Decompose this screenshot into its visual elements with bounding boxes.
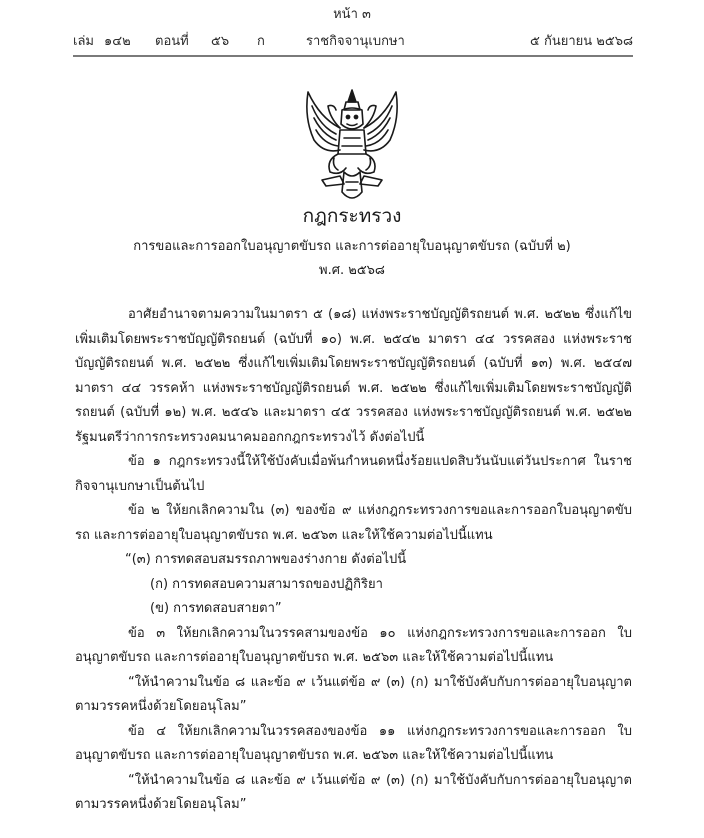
issue-number: ๕๖ (211, 34, 230, 49)
gazette-header (73, 32, 633, 52)
preamble-paragraph: อาศัยอำนาจตามความในมาตรา ๕ (๑๘) แห่งพระราชบัญญัติรถยนต์ พ.ศ. ๒๕๒๒ ซึ่งแก้ไขเพิ่มเติมโดยพระราชบัญญัติรถยนต์ (ฉบับที่ ๑๐) พ.ศ. ๒๕๔๒ มาตรา ๔๔ วรรคสอง แห่งพระราชบัญญัติรถยนต์ พ.ศ. ๒๕๒๒ ซึ่งแก้ไขเพิ่มเติมโดยพระราชบัญญัติรถยนต์ (ฉบับที่ ๑๓) พ.ศ. ๒๕๔๗ มาตรา ๔๔ วรรคห้า แห่งพระราชบัญญัติรถยนต์ พ.ศ. ๒๕๒๒ ซึ่งแก้ไขเพิ่มเติมโดยพระราชบัญญัติรถยนต์ (ฉบับที่ ๑๒) พ.ศ. ๒๕๔๖ และมาตรา ๔๕ วรรคสอง แห่งพระราชบัญญัติรถยนต์ พ.ศ. ๒๕๒๒ รัฐมนตรีว่าการกระทรวงคมนาคมออกกฎกระทรวงไว้ ดังต่อไปนี้ (75, 307, 632, 445)
clause-3: ข้อ ๓ ให้ยกเลิกความในวรรคสามของข้อ ๑๐ แห่งกฎกระทรวงการขอและการออก ใบอนุญาตขับรถ และการต่ออายุใบอนุญาตขับรถ พ.ศ. ๒๕๖๓ และให้ใช้ความต่อไปนี้แทน (75, 625, 632, 665)
document-year: พ.ศ. ๒๕๖๘ (319, 263, 385, 278)
document-body (75, 303, 632, 818)
clause-4-quote: “ให้นำความในข้อ ๘ และข้อ ๙ เว้นแต่ข้อ ๙ (๓) (ก) มาใช้บังคับกับการต่ออายุใบอนุญาต ตามวรรคหนึ่งด้วยโดยอนุโลม” (75, 772, 632, 812)
publication-date: ๕ กันยายน ๒๕๖๘ (530, 34, 633, 49)
section-letter: ก (257, 34, 265, 49)
clause-1: ข้อ ๑ กฎกระทรวงนี้ให้ใช้บังคับเมื่อพ้นกำหนดหนึ่งร้อยแปดสิบวันนับแต่วันประกาศ ในราชกิจจานุเบกษาเป็นต้นไป (75, 454, 632, 494)
clause-2: ข้อ ๒ ให้ยกเลิกความใน (๓) ของข้อ ๙ แห่งกฎกระทรวงการขอและการออกใบอนุญาตขับรถ และการต่ออายุใบอนุญาตขับรถ พ.ศ. ๒๕๖๓ และให้ใช้ความต่อไปนี้แทน (75, 503, 632, 543)
garuda-emblem-icon (300, 88, 404, 206)
issue-label: ตอนที่ (155, 34, 189, 49)
clause-2-item-3a: (ก) การทดสอบความสามารถของปฏิกิริยา (150, 576, 383, 592)
header-divider (73, 55, 633, 57)
clause-2-item-3b: (ข) การทดสอบสายตา” (150, 601, 282, 616)
volume-label: เล่ม (73, 34, 94, 49)
clause-3-quote: “ให้นำความในข้อ ๘ และข้อ ๙ เว้นแต่ข้อ ๙ (๓) (ก) มาใช้บังคับกับการต่ออายุใบอนุญาต ตามวรรคหนึ่งด้วยโดยอนุโลม” (75, 674, 632, 714)
clause-4: ข้อ ๔ ให้ยกเลิกความในวรรคสองของข้อ ๑๑ แห่งกฎกระทรวงการขอและการออก ใบอนุญาตขับรถ และการต่ออายุใบอนุญาตขับรถ พ.ศ. ๒๕๖๓ และให้ใช้ความต่อไปนี้แทน (75, 723, 632, 763)
document-title: กฎกระทรวง (302, 205, 402, 227)
publication-name: ราชกิจจานุเบกษา (306, 34, 405, 49)
volume-number: ๑๔๒ (104, 34, 131, 49)
clause-2-item-3: “(๓) การทดสอบสมรรถภาพของร่างกาย ดังต่อไปนี้ (125, 552, 407, 567)
page-number: หน้า ๓ (333, 7, 371, 22)
document-subtitle: การขอและการออกใบอนุญาตขับรถ และการต่ออายุใบอนุญาตขับรถ (ฉบับที่ ๒) (133, 239, 571, 254)
